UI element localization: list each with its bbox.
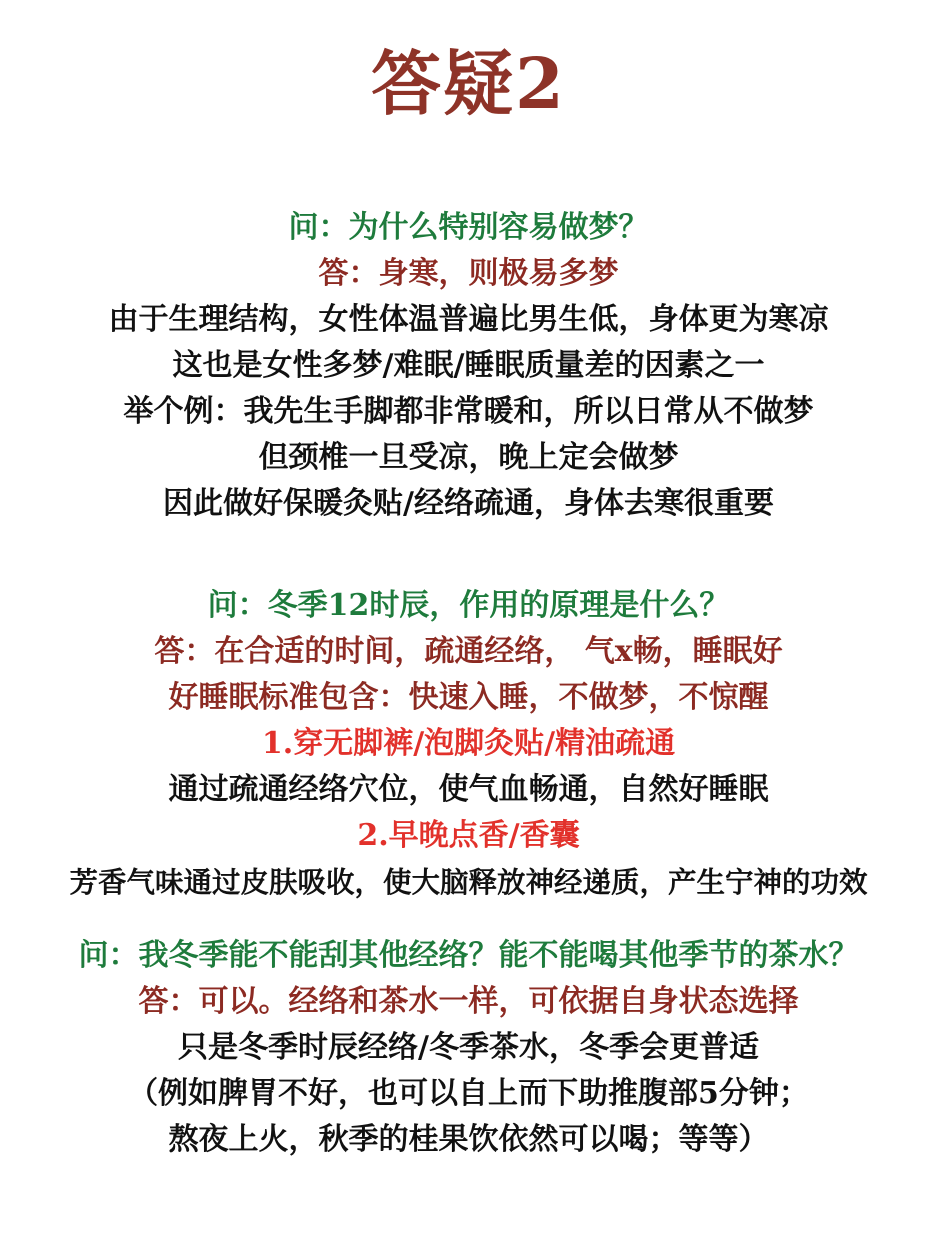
body-line: 因此做好保暖灸贴/经络疏通，身体去寒很重要 (163, 486, 774, 521)
answer-text: 答：身寒，则极易多梦 (318, 256, 619, 291)
body-line: （例如脾胃不好，也可以自上而下助推腹部5分钟； (128, 1076, 809, 1111)
body-line: 举个例：我先生手脚都非常暖和，所以日常从不做梦 (123, 394, 814, 429)
answer-text: 答：在合适的时间，疏通经络， 气x畅，睡眠好 (154, 634, 783, 669)
page-title: 答疑2 (371, 42, 566, 125)
question-text: 问：冬季12时辰，作用的原理是什么？ (207, 588, 730, 623)
body-line: 但颈椎一旦受凉，晚上定会做梦 (258, 440, 679, 475)
answer-text: 答：可以。经络和茶水一样，可依据自身状态选择 (138, 984, 799, 1019)
qa-section-1 (0, 205, 937, 527)
qa-section-2 (0, 583, 937, 905)
body-line: 芳香气味通过皮肤吸收，使大脑释放神经递质，产生宁神的功效 (69, 865, 868, 899)
method-heading-1: 1.穿无脚裤/泡脚灸贴/精油疏通 (261, 726, 676, 761)
question-text: 问：我冬季能不能刮其他经络？能不能喝其他季节的茶水？ (78, 938, 859, 973)
answer-detail: 好睡眠标准包含：快速入睡，不做梦，不惊醒 (168, 680, 769, 715)
qa-section-3 (0, 933, 937, 1163)
body-line: 通过疏通经络穴位，使气血畅通，自然好睡眠 (168, 772, 769, 807)
body-line: 这也是女性多梦/难眠/睡眠质量差的因素之一 (172, 348, 765, 383)
method-heading-2: 2.早晚点香/香囊 (357, 818, 580, 853)
question-text: 问：为什么特别容易做梦？ (288, 210, 649, 245)
body-line: 熬夜上火，秋季的桂果饮依然可以喝；等等） (168, 1122, 769, 1157)
body-line: 只是冬季时辰经络/冬季茶水，冬季会更普适 (178, 1030, 759, 1065)
body-line: 由于生理结构，女性体温普遍比男生低，身体更为寒凉 (108, 302, 829, 337)
